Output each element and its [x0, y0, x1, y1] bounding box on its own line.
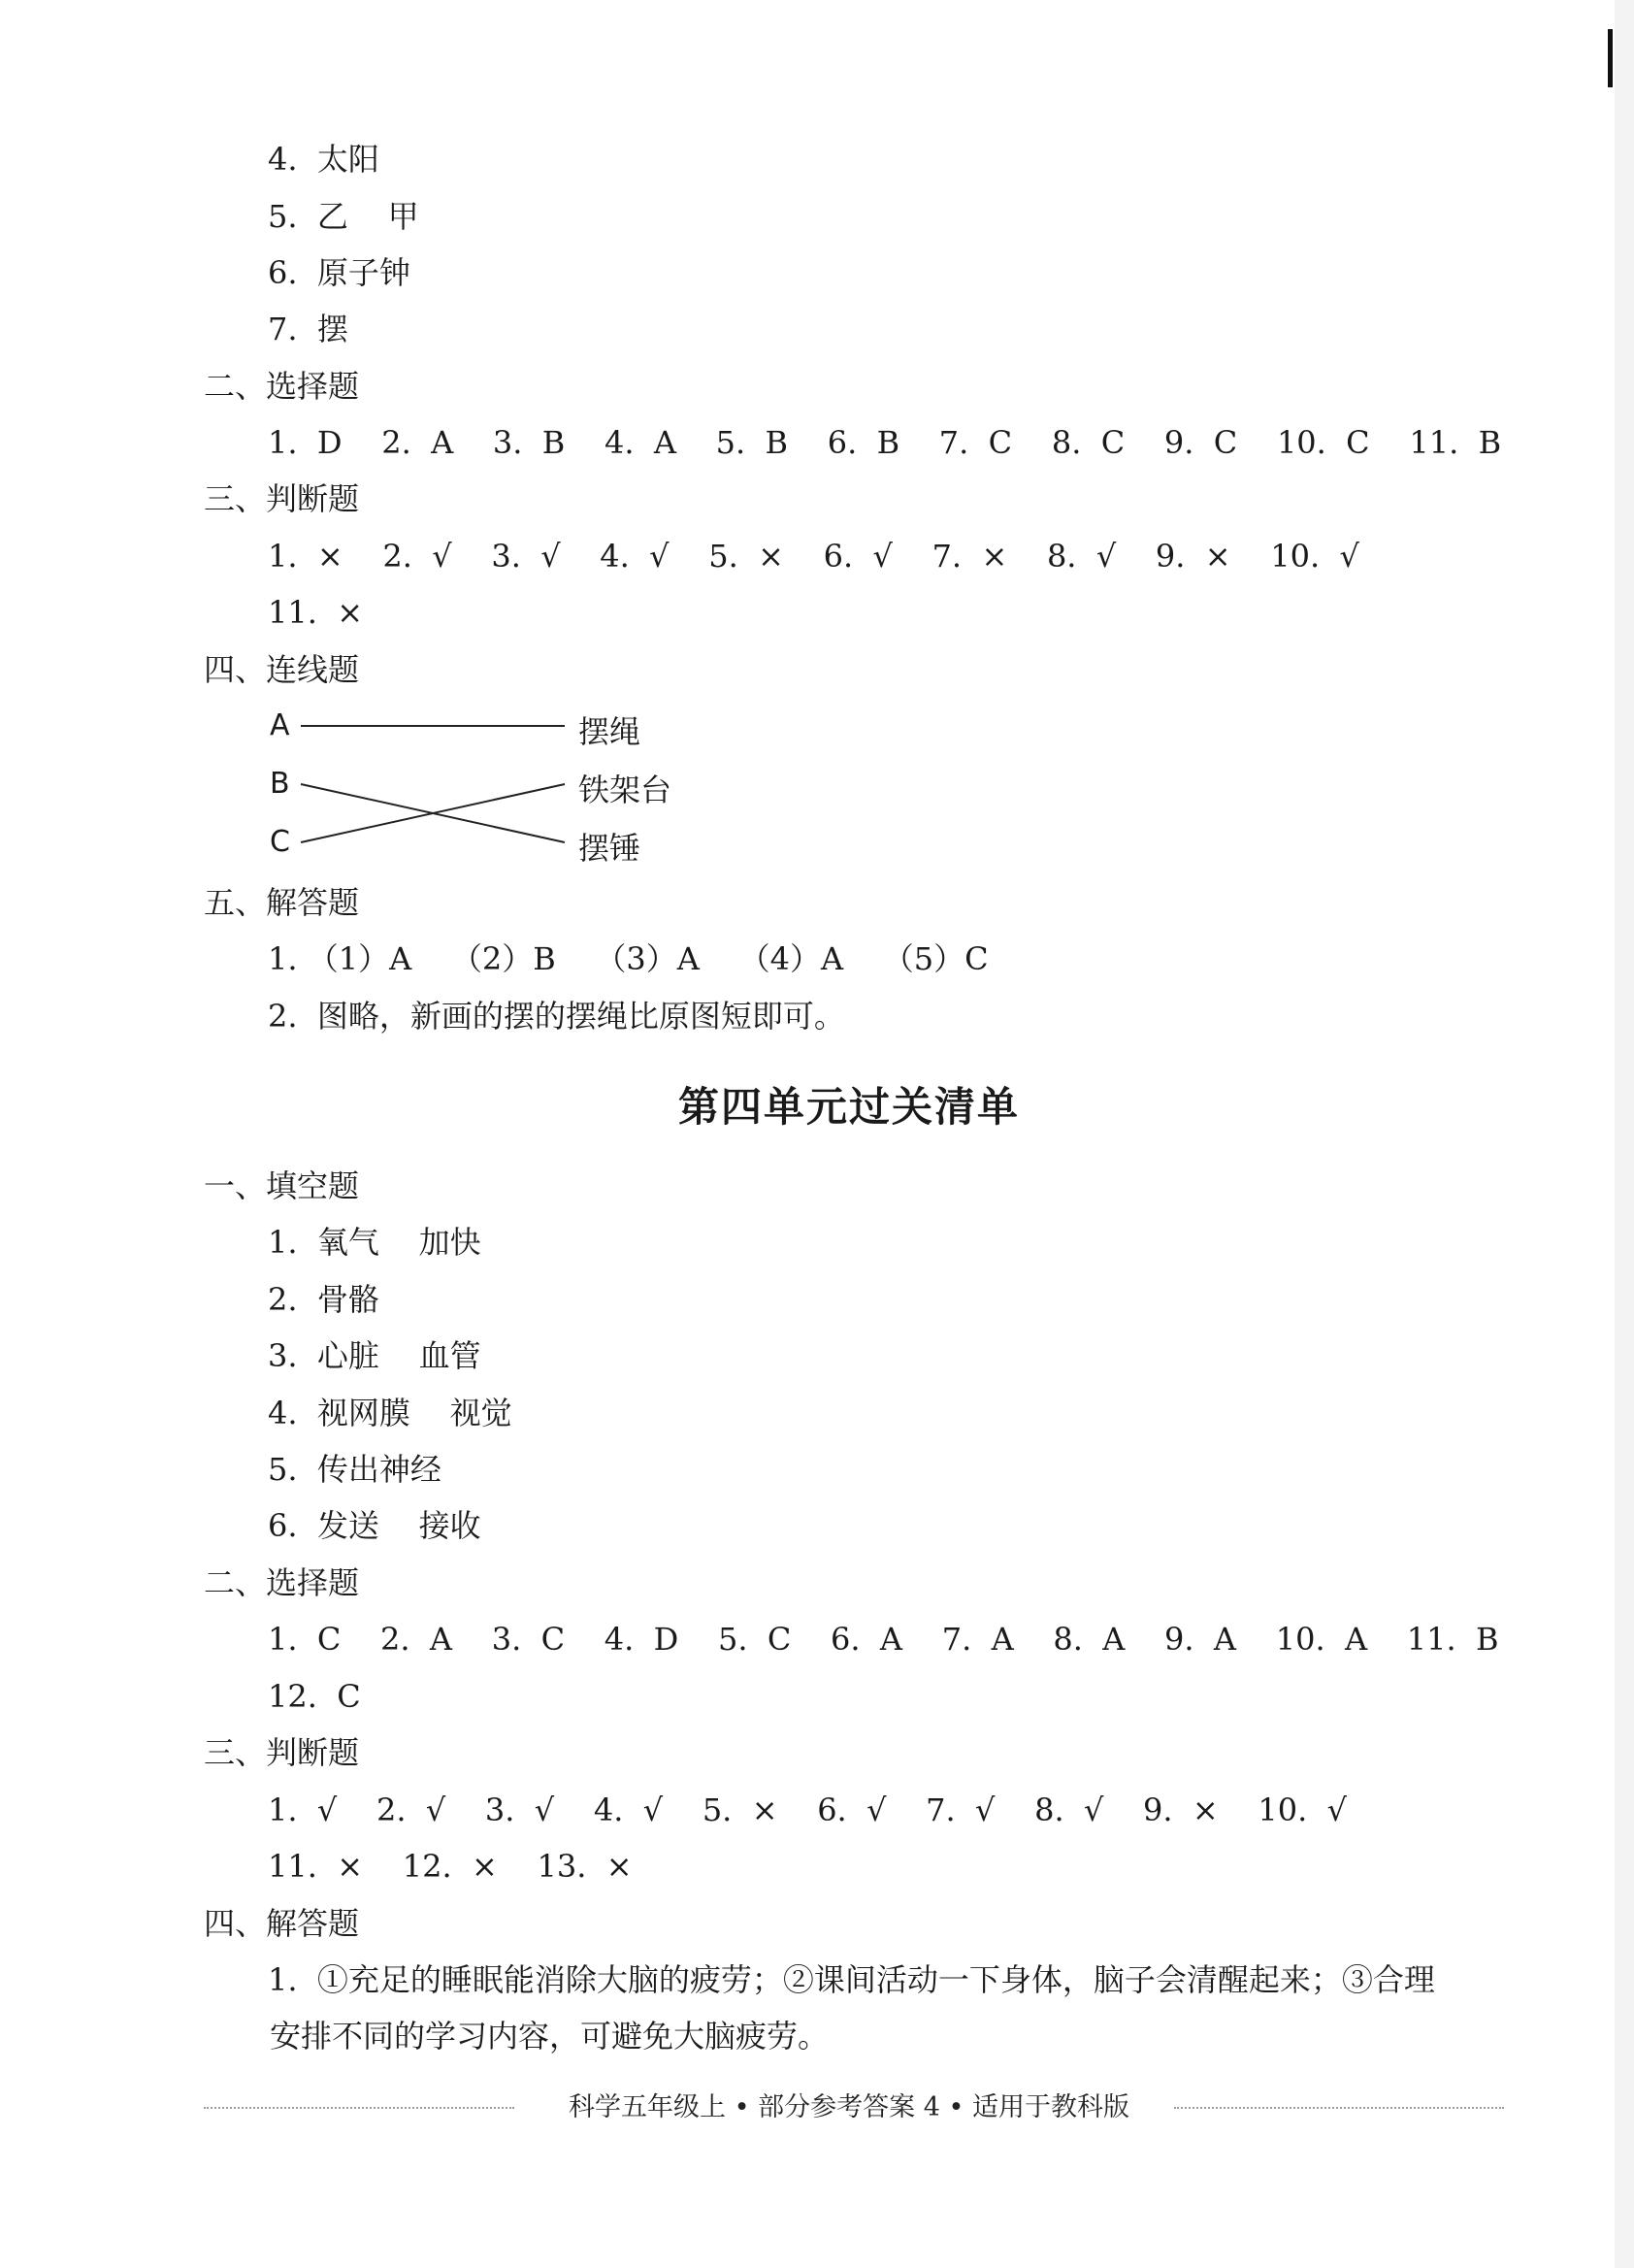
match-right-label: 铁架台 — [578, 772, 672, 808]
fill-item: 4. 视网膜 视觉 — [268, 1395, 512, 1431]
fill-item: 6. 原子钟 — [268, 254, 410, 291]
fill-item: 1. 氧气 加快 — [268, 1224, 481, 1261]
match-right-label: 摆锤 — [578, 830, 641, 867]
section-heading: 三、判断题 — [204, 1734, 360, 1771]
fill-item: 6. 发送 接收 — [268, 1507, 481, 1544]
footer-rule-left — [204, 2107, 514, 2109]
choice-answers: 12. C — [268, 1678, 361, 1715]
choice-answers: 1. C 2. A 3. C 4. D 5. C 6. A 7. A 8. A 9. A 10. A 11. B — [268, 1621, 1499, 1658]
fill-item: 3. 心脏 血管 — [268, 1337, 481, 1374]
page-footer — [204, 2088, 1504, 2127]
match-left-label: A — [270, 708, 290, 742]
section-heading: 一、填空题 — [204, 1167, 360, 1204]
answer-paragraph: 1. ①充足的睡眠能消除大脑的疲劳；②课间活动一下身体，脑子会清醒起来；③合理 — [268, 1961, 1435, 1998]
choice-answers: 1. D 2. A 3. B 4. A 5. B 6. B 7. C 8. C 9. C 10. C 11. B — [268, 424, 1502, 461]
answer-paragraph: 安排不同的学习内容，可避免大脑疲劳。 — [270, 2018, 830, 2054]
section-heading: 四、连线题 — [204, 651, 360, 688]
match-left-label: B — [270, 767, 290, 801]
judge-answers: 11. × 12. × 13. × — [268, 1848, 633, 1885]
judge-answers: 1. × 2. √ 3. √ 4. √ 5. × 6. √ 7. × 8. √ 9. × 10. √ — [268, 538, 1359, 575]
match-right-label: 摆绳 — [578, 713, 641, 750]
section-heading: 三、判断题 — [204, 480, 360, 517]
section-heading: 二、选择题 — [204, 368, 360, 405]
answer-item: 2. 图略，新画的摆的摆绳比原图短即可。 — [268, 998, 845, 1035]
judge-answers: 11. × — [268, 594, 364, 631]
fill-item: 4. 太阳 — [268, 141, 379, 178]
unit-title: 第四单元过关清单 — [677, 1083, 1020, 1131]
fill-item: 7. 摆 — [268, 311, 348, 347]
section-heading: 五、解答题 — [204, 884, 360, 921]
match-left-label: C — [270, 825, 290, 859]
judge-answers: 1. √ 2. √ 3. √ 4. √ 5. × 6. √ 7. √ 8. √ 9. × 10. √ — [268, 1791, 1348, 1828]
section-heading: 四、解答题 — [204, 1905, 360, 1942]
section-heading: 二、选择题 — [204, 1564, 360, 1601]
answer-item: 1. （1）A （2）B （3）A （4）A （5）C — [268, 940, 989, 977]
footer-text: 科学五年级上 • 部分参考答案 4 • 适用于教科版 — [569, 2092, 1129, 2122]
fill-item: 5. 乙 甲 — [268, 198, 419, 235]
fill-item: 5. 传出神经 — [268, 1451, 441, 1488]
footer-rule-right — [1174, 2107, 1504, 2109]
fill-item: 2. 骨骼 — [268, 1281, 379, 1318]
